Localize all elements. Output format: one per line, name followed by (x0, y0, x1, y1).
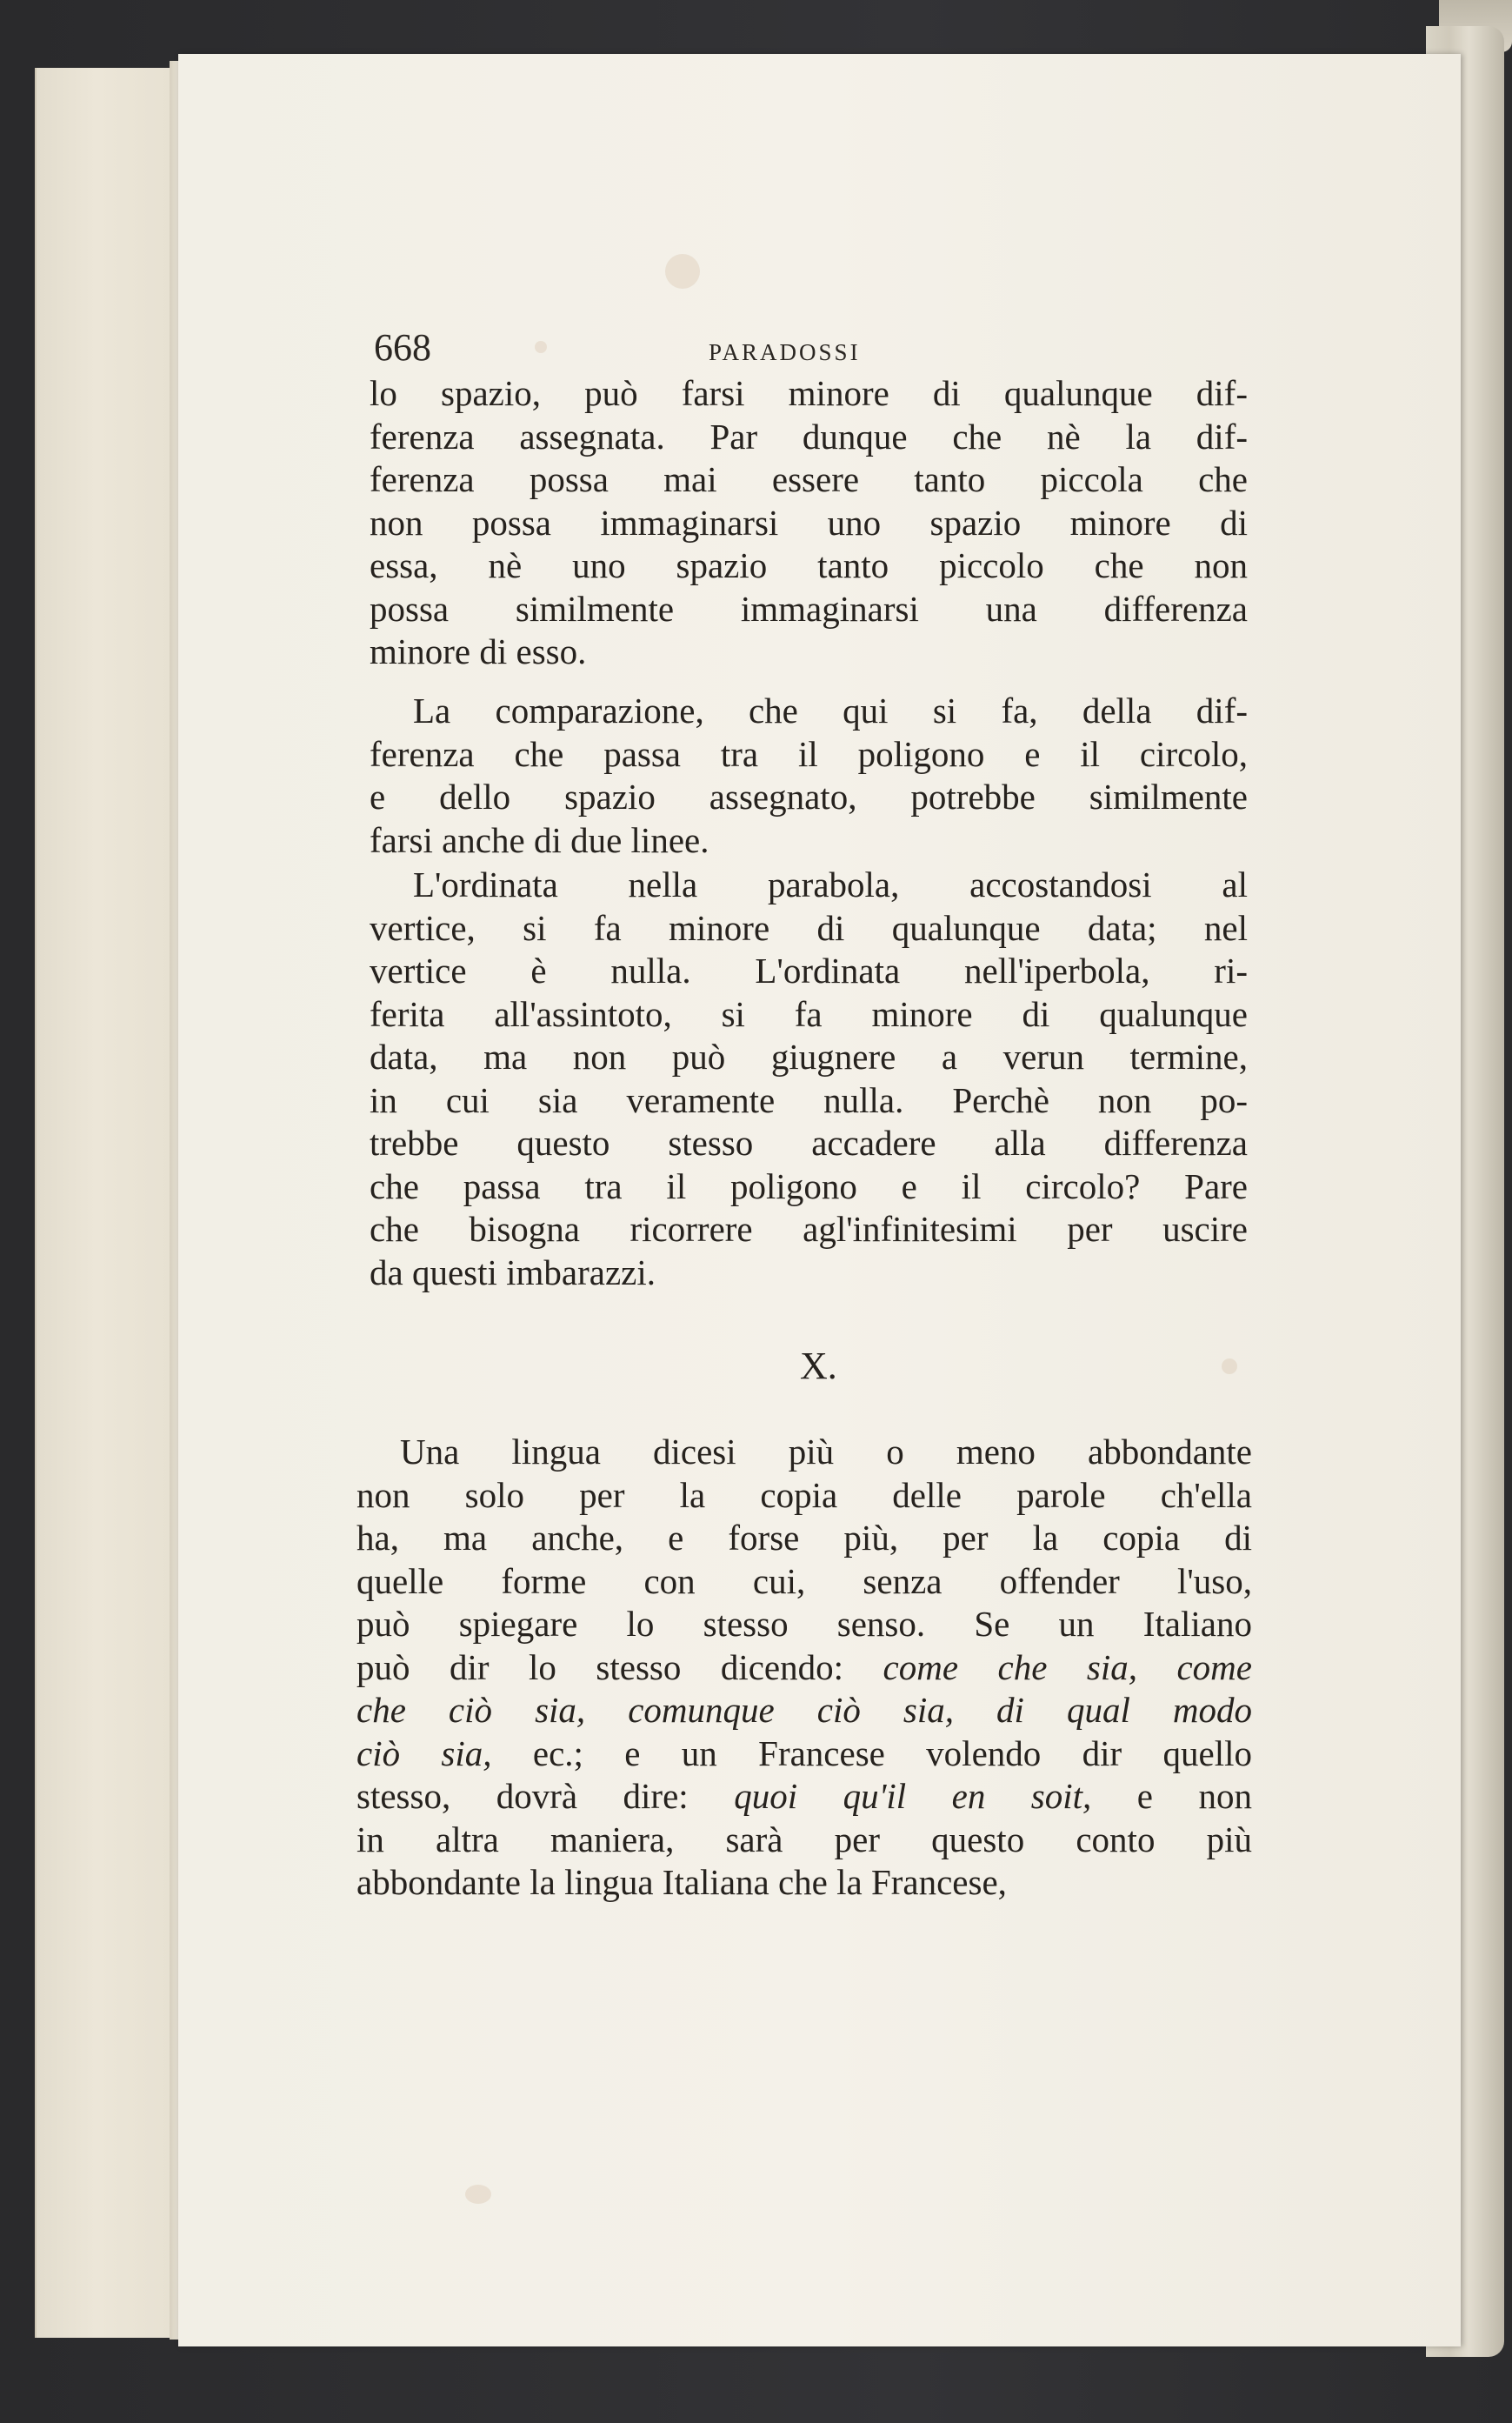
text-line: lo spazio, può farsi minore di qualunque dif- (370, 373, 1248, 413)
running-head: PARADOSSI (709, 339, 861, 365)
text-line: essa, nè uno spazio tanto piccolo che non (370, 545, 1248, 585)
paragraph-1 (370, 372, 1248, 674)
italic-line: che ciò sia, comunque ciò sia, di qual modo (356, 1690, 1252, 1730)
section-heading: X. (800, 1345, 837, 1387)
text-line: ferenza che passa tra il poligono e il circolo, (370, 733, 1248, 774)
text-line: La comparazione, che qui si fa, della dif- (413, 691, 1248, 731)
text-line: che bisogna ricorrere agl'infinitesimi per uscire (370, 1209, 1248, 1249)
text-line: in altra maniera, sarà per questo conto più (356, 1819, 1252, 1859)
text-line: in cui sia veramente nulla. Perchè non po- (370, 1079, 1248, 1120)
text-line: ferenza assegnata. Par dunque che nè la dif- (370, 416, 1248, 457)
text-line: abbondante la lingua Italiana che la Francese, (356, 1862, 1007, 1902)
paragraph-2 (370, 690, 1248, 862)
paper-stain (1222, 1358, 1237, 1374)
text-line: vertice è nulla. L'ordinata nell'iperbola, ri- (370, 951, 1248, 991)
text-line: trebbe questo stesso accadere alla differenza (370, 1123, 1248, 1163)
text-line (356, 1646, 1252, 1690)
text-line: non possa immaginarsi uno spazio minore di (370, 502, 1248, 543)
text-line: vertice, si fa minore di qualunque data; nel (370, 907, 1248, 948)
text-segment: ec.; e un Francese volendo dir quello (491, 1732, 1252, 1773)
italic-phrase: come che sia, come (883, 1646, 1252, 1687)
italic-phrase: ciò sia, (356, 1732, 492, 1773)
text-line: possa similmente immaginarsi una differenza (370, 588, 1248, 629)
paragraph-4 (356, 1431, 1252, 1905)
italic-phrase: quoi qu'il en soit, (734, 1776, 1092, 1816)
text-line: ferenza possa mai essere tanto piccola che (370, 459, 1248, 499)
text-line: e dello spazio assegnato, potrebbe similmente (370, 777, 1248, 817)
text-line (356, 1775, 1252, 1819)
text-line: da questi imbarazzi. (370, 1252, 656, 1292)
text-line (356, 1732, 1252, 1776)
text-segment: stesso, dovrà dire: (356, 1776, 735, 1816)
text-line: quelle forme con cui, senza offender l'uso, (356, 1560, 1252, 1601)
text-line: non solo per la copia delle parole ch'ella (356, 1474, 1252, 1515)
paragraph-3 (370, 864, 1248, 1294)
paper-stain (665, 254, 700, 289)
text-segment: e non (1091, 1776, 1252, 1816)
text-line: che passa tra il poligono e il circolo? Pare (370, 1165, 1248, 1206)
text-segment: può dir lo stesso dicendo: (356, 1646, 883, 1687)
paper-stain (465, 2185, 491, 2204)
text-line: può spiegare lo stesso senso. Se un Italiano (356, 1604, 1252, 1644)
text-line: ha, ma anche, e forse più, per la copia di (356, 1518, 1252, 1558)
text-line: Una lingua dicesi più o meno abbondante (400, 1432, 1252, 1472)
text-line: ferita all'assintoto, si fa minore di qualunque (370, 993, 1248, 1034)
text-line: minore di esso. (370, 631, 587, 671)
text-line: data, ma non può giugnere a verun termine, (370, 1037, 1248, 1077)
back-leaf (35, 68, 184, 2338)
page-number: 668 (374, 326, 431, 369)
text-line: farsi anche di due linee. (370, 819, 709, 860)
text-line: L'ordinata nella parabola, accostandosi al (413, 864, 1248, 904)
